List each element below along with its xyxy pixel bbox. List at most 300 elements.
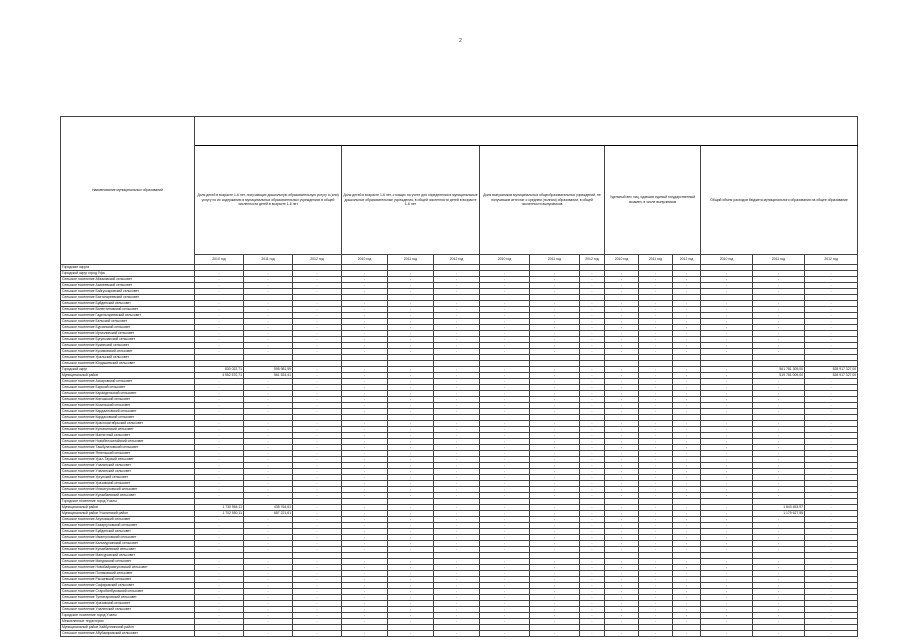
table-cell: -	[701, 607, 753, 613]
table-cell: -	[580, 529, 605, 535]
table-cell: -	[293, 391, 342, 397]
table-cell: -	[195, 307, 244, 313]
table-cell: -	[434, 373, 480, 379]
table-cell: -	[195, 277, 244, 283]
table-cell: -	[639, 589, 673, 595]
row-name: Сельское поселение Кунакбаевский сельсовет	[61, 493, 195, 499]
table-cell: -	[388, 343, 434, 349]
table-cell: -	[342, 607, 388, 613]
table-cell: -	[342, 547, 388, 553]
table-cell: -	[342, 577, 388, 583]
table-cell: -	[293, 571, 342, 577]
table-cell: -	[580, 541, 605, 547]
table-cell: -	[434, 583, 480, 589]
table-cell: -	[388, 505, 434, 511]
table-cell: -	[195, 433, 244, 439]
table-cell: -	[605, 439, 639, 445]
table-cell: -	[530, 427, 580, 433]
table-cell: -	[293, 283, 342, 289]
table-cell: -	[701, 547, 753, 553]
table-cell: -	[530, 283, 580, 289]
row-name: Сельское поселение Гадельгареевский сельсовет	[61, 313, 195, 319]
table-cell: -	[673, 559, 701, 565]
table-cell: -	[701, 337, 753, 343]
table-cell: -	[605, 541, 639, 547]
table-cell: -	[480, 457, 530, 463]
table-cell: -	[293, 349, 342, 355]
table-cell: -	[388, 583, 434, 589]
table-cell: -	[530, 331, 580, 337]
table-cell: -	[530, 571, 580, 577]
table-cell: -	[530, 595, 580, 601]
table-cell: -	[434, 547, 480, 553]
table-cell: -	[388, 325, 434, 331]
year-header: 2010 год	[605, 255, 639, 265]
table-cell: -	[195, 385, 244, 391]
table-cell: -	[805, 481, 858, 487]
table-cell: -	[244, 613, 293, 619]
table-cell: -	[388, 373, 434, 379]
table-cell: -	[639, 391, 673, 397]
table-cell: -	[434, 271, 480, 277]
table-cell: -	[805, 541, 858, 547]
table-cell: -	[605, 337, 639, 343]
table-cell: -	[388, 613, 434, 619]
row-name: Сельское поселение Бахтигареевский сельсовет	[61, 295, 195, 301]
table-cell: -	[701, 595, 753, 601]
table-cell: -	[195, 349, 244, 355]
table-cell: -	[342, 271, 388, 277]
table-cell: -	[530, 577, 580, 583]
row-name: Сельское поселение Учалинский сельсовет	[61, 607, 195, 613]
table-cell: -	[342, 463, 388, 469]
table-cell: -	[195, 535, 244, 541]
table-cell: -	[753, 589, 805, 595]
table-cell: -	[244, 349, 293, 355]
table-cell: -	[673, 541, 701, 547]
table-cell: -	[195, 445, 244, 451]
table-cell: -	[244, 535, 293, 541]
table-cell: -	[673, 313, 701, 319]
table-cell: -	[244, 547, 293, 553]
table-cell: -	[244, 583, 293, 589]
table-cell: -	[342, 451, 388, 457]
table-cell: -	[244, 289, 293, 295]
table-cell: -	[195, 421, 244, 427]
table-cell: -	[580, 349, 605, 355]
year-header: 2010 год	[480, 255, 530, 265]
table-cell: -	[753, 631, 805, 637]
table-cell: -	[639, 493, 673, 499]
row-name: Сельское поселение Абубакировский сельсовет	[61, 631, 195, 637]
row-name: Сельское поселение Бельский сельсовет	[61, 319, 195, 325]
table-cell: -	[434, 559, 480, 565]
table-cell: -	[195, 475, 244, 481]
table-cell: -	[195, 391, 244, 397]
row-name: Сельское поселение Базаргуловский сельсовет	[61, 523, 195, 529]
table-cell: -	[639, 427, 673, 433]
table-cell: -	[293, 463, 342, 469]
table-cell: -	[605, 535, 639, 541]
table-cell: -	[434, 391, 480, 397]
table-cell: -	[605, 577, 639, 583]
table-cell: -	[342, 541, 388, 547]
table-cell: -	[530, 547, 580, 553]
table-cell: -	[753, 463, 805, 469]
table-cell: -	[434, 433, 480, 439]
table-cell: -	[580, 373, 605, 379]
table-cell: -	[388, 619, 434, 625]
table-cell: -	[434, 577, 480, 583]
table-cell: -	[293, 523, 342, 529]
row-name: Муниципальный район	[61, 505, 195, 511]
table-cell: -	[605, 373, 639, 379]
table-cell: -	[480, 373, 530, 379]
table-cell: -	[244, 313, 293, 319]
table-cell: -	[639, 313, 673, 319]
table-cell: -	[434, 319, 480, 325]
row-name: Сельское поселение Кардаиловский сельсовет	[61, 409, 195, 415]
table-cell: -	[293, 319, 342, 325]
row-name: Сельское поселение Ахуновский сельсовет	[61, 517, 195, 523]
table-cell: -	[480, 403, 530, 409]
table-cell: -	[293, 289, 342, 295]
table-cell: -	[753, 529, 805, 535]
table-cell: -	[701, 307, 753, 313]
table-cell: -	[244, 319, 293, 325]
table-cell: -	[480, 469, 530, 475]
table-cell: -	[753, 379, 805, 385]
table-cell: -	[293, 529, 342, 535]
table-cell: -	[605, 493, 639, 499]
table-cell: -	[673, 583, 701, 589]
row-name: Городской округ город Уфа	[61, 271, 195, 277]
table-cell: -	[701, 301, 753, 307]
table-cell: -	[434, 337, 480, 343]
table-cell: 4 552 570,71	[195, 373, 244, 379]
table-cell: -	[388, 571, 434, 577]
table-cell: -	[293, 631, 342, 637]
table-cell: -	[639, 511, 673, 517]
table-cell: -	[753, 421, 805, 427]
table-cell: -	[434, 427, 480, 433]
table-cell: -	[293, 469, 342, 475]
table-cell: -	[753, 409, 805, 415]
indicator-group-header: Общий объем расходов бюджета муниципального образования на общее образование	[701, 146, 858, 255]
table-cell: -	[293, 481, 342, 487]
table-cell: -	[580, 463, 605, 469]
table-cell: -	[530, 481, 580, 487]
table-cell: -	[673, 283, 701, 289]
table-cell: -	[342, 631, 388, 637]
table-cell: -	[639, 385, 673, 391]
table-cell: -	[293, 559, 342, 565]
table-cell: -	[480, 433, 530, 439]
table-cell: -	[530, 373, 580, 379]
row-name: Сельское поселение Кирдасовский сельсовет	[61, 415, 195, 421]
table-cell: -	[805, 277, 858, 283]
table-cell: -	[530, 493, 580, 499]
row-name: Сельское поселение Янгельский сельсовет	[61, 451, 195, 457]
table-cell: -	[244, 439, 293, 445]
table-cell: -	[530, 469, 580, 475]
table-cell: -	[342, 445, 388, 451]
table-cell: -	[580, 439, 605, 445]
table-cell: -	[753, 469, 805, 475]
table-cell: -	[434, 331, 480, 337]
table-cell: -	[434, 475, 480, 481]
table-cell: -	[388, 559, 434, 565]
table-cell: -	[195, 601, 244, 607]
table-cell: -	[639, 517, 673, 523]
table-cell: -	[701, 283, 753, 289]
table-cell: -	[805, 487, 858, 493]
row-name: Сельское поселение Ургунский сельсовет	[61, 475, 195, 481]
table-cell: -	[342, 337, 388, 343]
table-cell: -	[195, 337, 244, 343]
header-top-band	[195, 117, 858, 146]
table-cell: -	[639, 379, 673, 385]
table-cell: -	[434, 529, 480, 535]
table-cell: -	[388, 487, 434, 493]
year-header: 2011 год	[388, 255, 434, 265]
table-cell: -	[580, 397, 605, 403]
table-cell: -	[195, 523, 244, 529]
page-number: 2	[459, 38, 462, 44]
table-cell: -	[244, 301, 293, 307]
table-cell: -	[805, 343, 858, 349]
table-cell: -	[388, 427, 434, 433]
row-name: Сельское поселение Миндякский сельсовет	[61, 559, 195, 565]
table-cell: -	[639, 307, 673, 313]
table-cell: -	[605, 481, 639, 487]
year-header: 2010 год	[701, 255, 753, 265]
table-cell: -	[605, 277, 639, 283]
table-cell: -	[673, 349, 701, 355]
row-name: Межселенные территории	[61, 619, 195, 625]
table-cell: -	[639, 505, 673, 511]
table-cell: -	[480, 613, 530, 619]
table-cell: -	[480, 409, 530, 415]
table-cell: -	[293, 421, 342, 427]
table-cell: -	[195, 331, 244, 337]
table-cell: -	[701, 445, 753, 451]
table-cell: 1 179 627,55	[753, 511, 805, 517]
table-cell: -	[244, 577, 293, 583]
table-cell: -	[293, 445, 342, 451]
table-cell: -	[480, 493, 530, 499]
table-cell: -	[639, 565, 673, 571]
table-cell: -	[434, 403, 480, 409]
row-name: Сельское поселение Кизильский сельсовет	[61, 403, 195, 409]
table-cell: -	[605, 331, 639, 337]
table-cell: -	[753, 337, 805, 343]
table-cell: -	[753, 571, 805, 577]
row-name: Сельское поселение Мансуровский сельсовет	[61, 553, 195, 559]
table-cell: -	[673, 469, 701, 475]
year-header: 2012 год	[580, 255, 605, 265]
table-cell: -	[195, 559, 244, 565]
table-cell: -	[434, 343, 480, 349]
table-cell: -	[701, 271, 753, 277]
table-cell: -	[244, 463, 293, 469]
table-cell: -	[195, 427, 244, 433]
table-cell: -	[244, 307, 293, 313]
row-name: Сельское поселение Уразовский сельсовет	[61, 481, 195, 487]
table-cell: -	[342, 283, 388, 289]
table-cell: -	[293, 613, 342, 619]
table-cell: -	[293, 277, 342, 283]
table-cell: -	[639, 397, 673, 403]
table-cell: -	[580, 565, 605, 571]
table-cell: -	[673, 493, 701, 499]
table-cell: -	[753, 331, 805, 337]
table-cell: -	[293, 307, 342, 313]
table-cell: -	[639, 535, 673, 541]
table-cell: -	[530, 559, 580, 565]
table-cell: -	[342, 565, 388, 571]
table-cell: -	[805, 313, 858, 319]
table-cell: -	[342, 529, 388, 535]
table-cell: -	[673, 433, 701, 439]
table-cell: -	[293, 403, 342, 409]
table-cell: -	[673, 289, 701, 295]
table-cell: -	[805, 427, 858, 433]
table-cell: -	[673, 445, 701, 451]
table-cell: -	[580, 607, 605, 613]
table-cell: -	[605, 349, 639, 355]
table-cell: -	[342, 487, 388, 493]
table-cell: -	[434, 595, 480, 601]
table-cell: -	[530, 397, 580, 403]
table-cell: -	[480, 385, 530, 391]
indicator-group-header: Доля детей в возрасте 1-6 лет, стоящих на учете для определения в муниципальные дошкольные образовательные учреждения, в общей численности детей в возрасте 1-6 лет	[342, 146, 480, 255]
municipality-name-header: Наименование муниципальных образований	[61, 117, 195, 265]
row-name: Городские округа	[61, 265, 195, 271]
table-cell: -	[673, 391, 701, 397]
table-cell: -	[480, 523, 530, 529]
table-cell: -	[805, 271, 858, 277]
table-cell: -	[388, 391, 434, 397]
table-cell: 830 022,71	[195, 367, 244, 373]
table-cell: -	[605, 547, 639, 553]
table-cell: -	[639, 421, 673, 427]
row-name: Сельское поселение Валентиновский сельсовет	[61, 307, 195, 313]
table-cell: -	[805, 493, 858, 499]
table-cell: -	[195, 487, 244, 493]
table-cell: -	[753, 301, 805, 307]
table-cell: -	[530, 463, 580, 469]
table-cell: -	[195, 289, 244, 295]
table-cell: -	[673, 505, 701, 511]
table-cell: -	[580, 403, 605, 409]
table-cell: -	[580, 469, 605, 475]
table-cell: -	[530, 511, 580, 517]
table-cell: -	[195, 589, 244, 595]
table-cell: -	[342, 385, 388, 391]
table-cell: -	[195, 529, 244, 535]
table-cell: -	[605, 523, 639, 529]
row-name: Сельское поселение Бугульчанский сельсовет	[61, 337, 195, 343]
table-cell: -	[342, 613, 388, 619]
table-cell: -	[605, 607, 639, 613]
table-cell: -	[388, 451, 434, 457]
table-cell: -	[342, 277, 388, 283]
table-cell: -	[673, 529, 701, 535]
table-cell: -	[605, 397, 639, 403]
table-cell: -	[530, 409, 580, 415]
table-cell: -	[293, 511, 342, 517]
table-cell: -	[805, 391, 858, 397]
table-cell: -	[480, 277, 530, 283]
table-cell: -	[195, 301, 244, 307]
table-cell: -	[673, 589, 701, 595]
table-cell: -	[434, 541, 480, 547]
table-cell: -	[293, 343, 342, 349]
table-cell: -	[434, 385, 480, 391]
table-cell: -	[342, 595, 388, 601]
table-cell: -	[530, 631, 580, 637]
table-cell: -	[753, 445, 805, 451]
row-name: Муниципальный район Учалинский район	[61, 511, 195, 517]
table-cell: -	[673, 439, 701, 445]
table-cell: -	[753, 523, 805, 529]
table-cell: -	[580, 631, 605, 637]
table-cell: -	[580, 457, 605, 463]
row-name: Муниципальный район	[61, 373, 195, 379]
table-cell: -	[605, 271, 639, 277]
table-cell: -	[530, 613, 580, 619]
table-cell: -	[701, 349, 753, 355]
table-cell: -	[342, 505, 388, 511]
table-cell: -	[605, 367, 639, 373]
table-cell: -	[580, 475, 605, 481]
table-cell: -	[673, 409, 701, 415]
table-cell: -	[673, 475, 701, 481]
table-cell: -	[639, 523, 673, 529]
table-cell: -	[701, 493, 753, 499]
table-cell: -	[701, 397, 753, 403]
table-cell: -	[244, 403, 293, 409]
table-cell: -	[480, 379, 530, 385]
table-cell: -	[605, 433, 639, 439]
row-name: Сельское поселение Кальмурзинский сельсовет	[61, 541, 195, 547]
table-cell: -	[580, 367, 605, 373]
table-cell: 528 917 327,00	[805, 373, 858, 379]
table-cell: -	[580, 511, 605, 517]
table-cell: -	[605, 613, 639, 619]
table-cell: -	[753, 613, 805, 619]
row-name: Сельское поселение Бурзянский сельсовет	[61, 325, 195, 331]
row-name: Сельское поселение Кипчакский сельсовет	[61, 397, 195, 403]
table-cell: -	[480, 529, 530, 535]
row-name: Сельское поселение Буйдинский сельсовет	[61, 301, 195, 307]
table-cell: -	[805, 529, 858, 535]
table-cell: -	[639, 319, 673, 325]
table-cell: -	[701, 289, 753, 295]
table-cell: -	[673, 595, 701, 601]
table-cell: -	[388, 541, 434, 547]
table-cell: -	[805, 289, 858, 295]
table-cell: -	[530, 505, 580, 511]
table-cell: -	[805, 475, 858, 481]
table-cell: -	[293, 457, 342, 463]
table-cell: -	[434, 493, 480, 499]
year-header: 2011 год	[244, 255, 293, 265]
table-cell: -	[753, 385, 805, 391]
table-cell: -	[530, 385, 580, 391]
table-cell: -	[753, 325, 805, 331]
